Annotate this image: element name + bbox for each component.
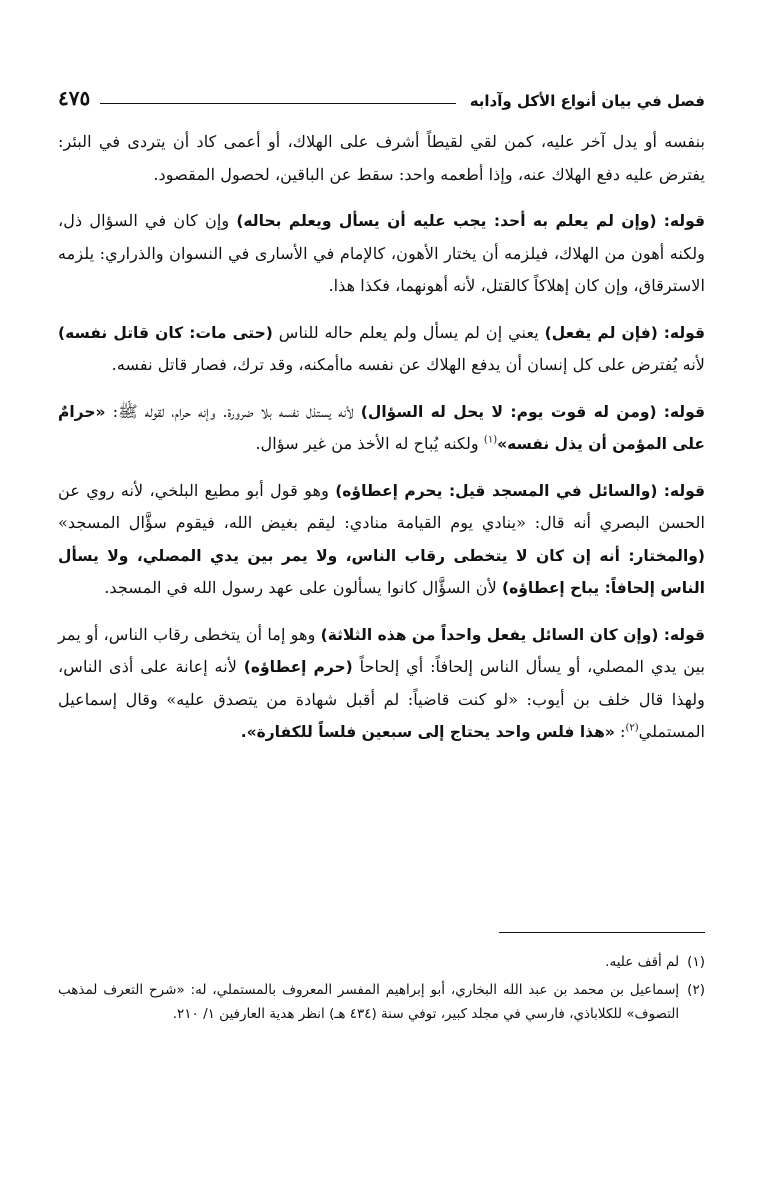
quoted-text: (والسائل في المسجد قيل: يحرم إعطاؤه) — [335, 481, 658, 500]
quoted-text: (حتى مات: كان قاتل نفسه) — [58, 323, 273, 342]
paragraph-text: بنفسه أو يدل آخر عليه، كمن لقي لقيطاً أشرف على الهلاك، أو أعمى كاد أن يتردى في البئر: يفترض عليه دفع الهلاك عنه، وإذا أطعمه واحد: سقط عن الباقين، لحصول المقصود. — [58, 132, 705, 184]
footnote-item — [58, 950, 705, 974]
quoted-text: «هذا فلس واحد يحتاج إلى سبعين فلساً للكفارة». — [240, 723, 615, 741]
paragraph-text: وإن كان في السؤال ذل، ولكنه أهون من الهلاك، فيلزمه أن يختار الأهون، كالإمام في الأسارى في النسوان والذراري: يلزمه الاسترقاق، وإن كان إهلاكاً كالقتل، لأنه أهونهما، فكذا هذا. — [58, 211, 705, 295]
commentary-label: قوله: — [663, 481, 706, 500]
paragraph-text: ولكنه يُباح له الأخذ من غير سؤال. — [255, 434, 479, 453]
quoted-text: (ومن له قوت يوم: لا يحل له السؤال) — [360, 402, 657, 421]
footnote-mark: (١) — [687, 954, 705, 970]
footnote-reference: (١) — [483, 434, 498, 446]
main-text — [58, 126, 705, 749]
running-header — [58, 78, 705, 110]
paragraph — [58, 475, 705, 605]
page-number: ٤٧٥ — [58, 86, 91, 110]
quoted-text: (والمختار: أنه إن كان لا يتخطى رقاب الناس، ولا يمر بين يدي المصلي، ولا يسأل الناس إلحافاً: يباح إعطاؤه) — [58, 546, 705, 597]
paragraph-text: يعني إن لم يسأل ولم يعلم حاله للناس — [278, 322, 539, 342]
paragraph — [58, 619, 705, 749]
footnotes — [58, 950, 705, 1030]
quoted-text: (وإن لم يعلم به أحد: يجب عليه أن يسأل ويعلم بحاله) — [236, 212, 657, 230]
paragraph-text: لأنه يُفترض على كل إنسان أن يدفع الهلاك عن نفسه ماأمكنه، وقد ترك، فصار قاتل نفسه. — [111, 355, 705, 374]
quoted-text: (وإن كان السائل يفعل واحداً من هذه الثلاثة) — [320, 625, 659, 644]
paragraph-text: لأنه إعانة على أذى الناس، ولهذا قال خلف بن أيوب: «لو كنت قاضياً: لم أقبل شهادة من يتصدق عليه» وقال إسماعيل المستملي — [58, 657, 705, 741]
hadith-quote: «حرامٌ على المؤمن أن يذل نفسه» — [58, 402, 705, 453]
paragraph — [58, 317, 705, 382]
commentary-label: قوله: — [663, 212, 705, 230]
paragraph-text: : — [620, 722, 626, 741]
footnote-item — [58, 978, 705, 1026]
book-page — [58, 78, 705, 1158]
footnote-mark: (٢) — [687, 982, 705, 998]
quoted-text: (حرم إعطاؤه) — [243, 658, 353, 676]
header-rule — [100, 103, 455, 104]
footnote-reference: (٢) — [625, 722, 639, 734]
footnote-text: لم أقف عليه. — [605, 954, 680, 970]
paragraph-text: وهو قول أبو مطيع البلخي، لأنه روي عن الحسن البصري أنه قال: «ينادي يوم القيامة منادي: ليقم بغيض الله، فيقوم سؤَّال المسجد» — [58, 480, 705, 532]
paragraph — [58, 396, 705, 461]
commentary-label: قوله: — [663, 625, 705, 644]
paragraph — [58, 205, 705, 303]
chapter-title: فصل في بيان أنواع الأكل وآدابه — [469, 92, 705, 110]
commentary-label: قوله: — [663, 323, 706, 342]
commentary-label: قوله: — [663, 402, 705, 421]
paragraph-text: لأنه يستذل نفسه بلا ضرورة. وإنه حرام، لقوله ﷺ: — [112, 401, 354, 421]
footnote-rule — [499, 932, 705, 933]
footnote-text: إسماعيل بن محمد بن عبد الله البخاري، أبو إبراهيم المفسر المعروف بالمستملي، له: «شرح التعرف لمذهب التصوف» للكلاباذي، فارسي في مجلد كبير، توفي سنة (٤٣٤ هـ) انظر هدية العارفين ١/ ٢١٠. — [58, 982, 680, 1022]
paragraph-text: وهو إما أن يتخطى رقاب الناس، أو يمر بين يدي المصلي، أو يسأل الناس إلحافاً: أي إلحاحاً — [58, 624, 706, 676]
paragraph — [58, 126, 705, 191]
quoted-text: (فإن لم يفعل) — [544, 323, 658, 342]
paragraph-text: لأن السؤَّال كانوا يسألون على عهد رسول الله في المسجد. — [104, 578, 497, 597]
